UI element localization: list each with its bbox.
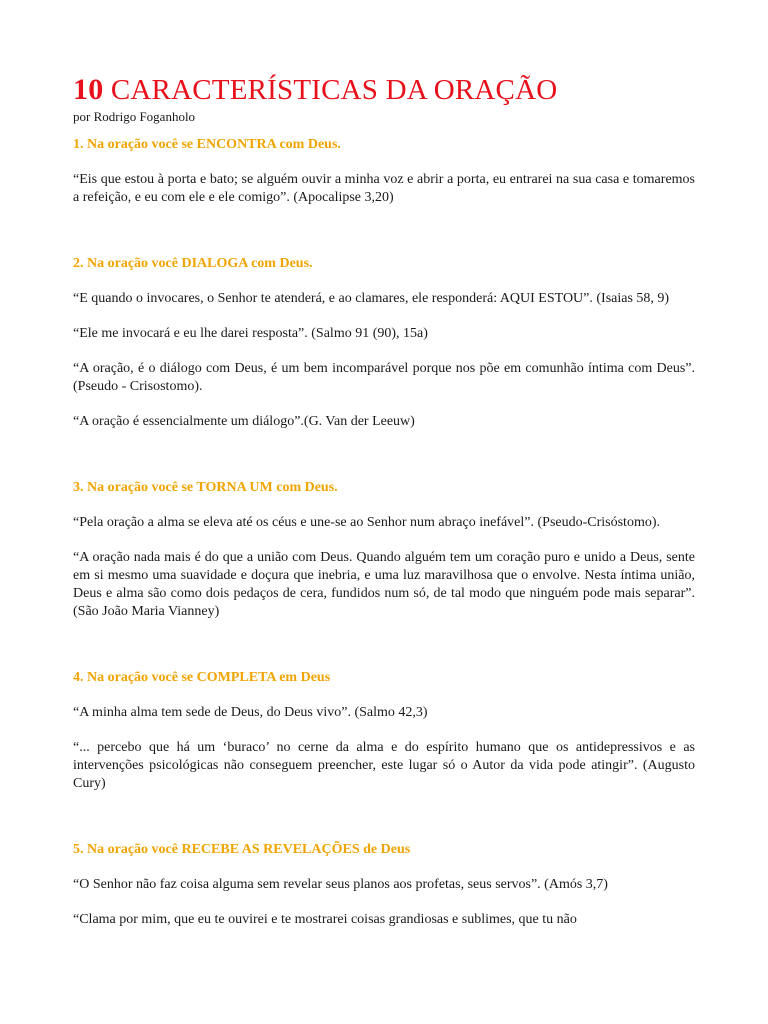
author-line: por Rodrigo Foganholo — [73, 109, 196, 124]
section-5 — [73, 841, 695, 929]
section-1 — [73, 136, 695, 207]
section-heading: 3. Na oração você se TORNA UM com Deus. — [73, 480, 338, 495]
section-heading: 4. Na oração você se COMPLETA em Deus — [73, 670, 331, 685]
title-text: CARACTERÍSTICAS DA ORAÇÃO — [110, 74, 558, 106]
section-4 — [73, 669, 695, 793]
quote-paragraph: “A oração é essencialmente um diálogo”.(G. Van der Leeuw) — [73, 414, 415, 429]
quote-paragraph: “O Senhor não faz coisa alguma sem revelar seus planos aos profetas, seus servos”. (Amós 3,7) — [73, 877, 608, 892]
quote-paragraph: “... percebo que há um ‘buraco’ no cerne da alma e do espírito humano que os antidepressivos e as intervenções psicológicas não conseguem preencher, este lugar só o Autor da vida pode atingir”. (Augusto Cury) — [73, 740, 695, 791]
quote-paragraph: “A oração, é o diálogo com Deus, é um bem incomparável porque nos põe em comunhão íntima com Deus”. (Pseudo - Crisostomo). — [73, 361, 695, 394]
section-heading: 2. Na oração você DIALOGA com Deus. — [73, 256, 313, 271]
section-2 — [73, 255, 695, 431]
quote-paragraph: “Pela oração a alma se eleva até os céus e une-se ao Senhor num abraço inefável”. (Pseudo-Crisóstomo). — [73, 515, 660, 530]
quote-paragraph: “A minha alma tem sede de Deus, do Deus vivo”. (Salmo 42,3) — [73, 705, 428, 720]
quote-paragraph: “Eis que estou à porta e bato; se alguém ouvir a minha voz e abrir a porta, eu entrarei na sua casa e tomaremos a refeição, e eu com ele e ele comigo”. (Apocalipse 3,20) — [73, 172, 695, 205]
section-heading: 5. Na oração você RECEBE AS REVELAÇÕES de Deus — [73, 842, 411, 857]
quote-paragraph: “Ele me invocará e eu lhe darei resposta”. (Salmo 91 (90), 15a) — [73, 326, 428, 341]
document-page — [73, 72, 695, 929]
quote-paragraph: “Clama por mim, que eu te ouvirei e te mostrarei coisas grandiosas e sublimes, que tu não — [73, 912, 577, 927]
quote-paragraph: “A oração nada mais é do que a união com Deus. Quando alguém tem um coração puro e unido a Deus, sente em si mesmo uma suavidade e doçura que inebria, e uma luz maravilhosa que o envolve. Nesta íntima união, Deus e alma são como dois pedaços de cera, fundidos num só, de tal modo que ninguém pode mais separar”. (São João Maria Vianney) — [73, 550, 695, 619]
title-number: 10 — [73, 73, 104, 106]
section-heading: 1. Na oração você se ENCONTRA com Deus. — [73, 137, 341, 152]
quote-paragraph: “E quando o invocares, o Senhor te atenderá, e ao clamares, ele responderá: AQUI ESTOU”. (Isaias 58, 9) — [73, 291, 670, 306]
section-3 — [73, 479, 695, 621]
document-title — [73, 72, 695, 108]
